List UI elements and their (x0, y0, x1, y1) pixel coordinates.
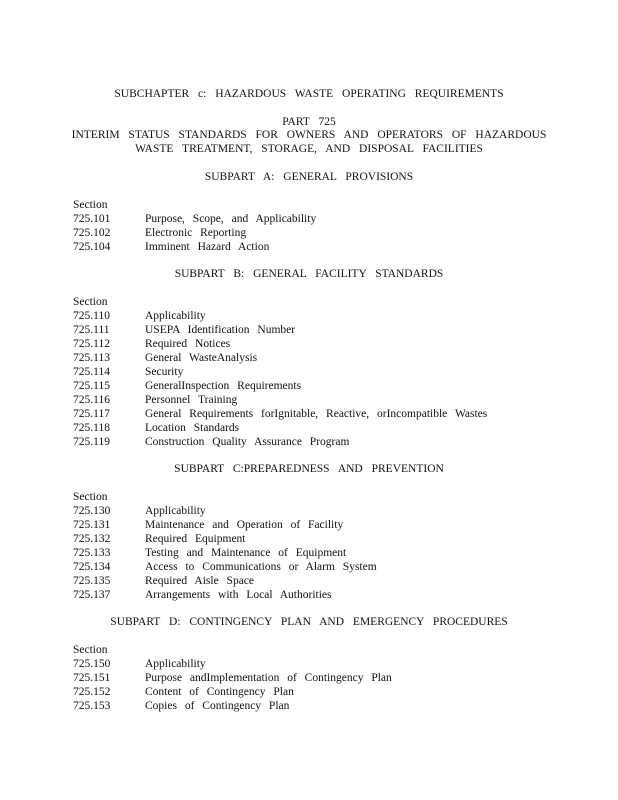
section-number: 725.137 (73, 589, 111, 601)
section-number: 725.104 (73, 241, 111, 253)
section-number: 725.112 (73, 338, 110, 350)
section-row (73, 407, 593, 421)
section-row (73, 504, 593, 518)
section-title: Security (145, 366, 184, 378)
section-number: 725.113 (73, 352, 110, 364)
section-row (73, 671, 593, 685)
section-title: Construction Quality Assurance Program (145, 436, 350, 448)
section-title: Purpose andImplementation of Contingency Plan (145, 672, 392, 684)
section-number: 725.119 (73, 436, 110, 448)
section-number: 725.132 (73, 533, 111, 545)
section-title: Copies of Contingency Plan (145, 700, 290, 712)
section-row (73, 657, 593, 671)
section-number: 725.150 (73, 658, 111, 670)
part-number: PART 725 (282, 116, 336, 128)
subpart-heading: SUBPART B: GENERAL FACILITY STANDARDS (174, 268, 444, 280)
section-row (73, 546, 593, 560)
section-row (73, 212, 593, 226)
section-title: Electronic Reporting (145, 227, 247, 239)
section-row (73, 379, 593, 393)
section-title: Location Standards (145, 422, 240, 434)
section-title: Arrangements with Local Authorities (145, 589, 332, 601)
section-row (73, 309, 593, 323)
section-title: Personnel Training (145, 394, 238, 406)
section-title: General Requirements forIgnitable, Reactive, orIncompatible Wastes (145, 408, 488, 420)
section-number: 725.102 (73, 227, 111, 239)
section-title: Imminent Hazard Action (145, 241, 270, 253)
section-row (73, 560, 593, 574)
section-title: Testing and Maintenance of Equipment (145, 547, 347, 559)
section-title: Applicability (145, 310, 206, 322)
section-number: 725.110 (73, 310, 110, 322)
section-number: 725.117 (73, 408, 110, 420)
subpart-heading: SUBPART C:PREPAREDNESS AND PREVENTION (174, 463, 444, 475)
section-number: 725.116 (73, 394, 110, 406)
subchapter-heading: SUBCHAPTER c: HAZARDOUS WASTE OPERATING REQUIREMENTS (114, 88, 504, 100)
section-row (73, 518, 593, 532)
subpart-heading: SUBPART D: CONTINGENCY PLAN AND EMERGENCY PROCEDURES (110, 616, 508, 628)
section-column-label: Section (73, 296, 108, 308)
section-title: General WasteAnalysis (145, 352, 258, 364)
section-title: Applicability (145, 658, 206, 670)
section-title: Applicability (145, 505, 206, 517)
section-row (73, 435, 593, 449)
section-row (73, 532, 593, 546)
section-column-label: Section (73, 644, 108, 656)
section-title: Content of Contingency Plan (145, 686, 294, 698)
section-title: USEPA Identification Number (145, 324, 296, 336)
section-number: 725.153 (73, 700, 111, 712)
section-title: Access to Communications or Alarm System (145, 561, 377, 573)
section-row (73, 365, 593, 379)
section-column-label: Section (73, 491, 108, 503)
section-row (73, 699, 593, 713)
section-column-label: Section (73, 199, 108, 211)
section-number: 725.101 (73, 213, 111, 225)
section-number: 725.135 (73, 575, 111, 587)
section-number: 725.114 (73, 366, 110, 378)
section-title: Required Notices (145, 338, 231, 350)
subpart-heading: SUBPART A: GENERAL PROVISIONS (204, 171, 414, 183)
section-row (73, 421, 593, 435)
section-title: Required Aisle Space (145, 575, 255, 587)
section-row (73, 685, 593, 699)
section-title: Required Equipment (145, 533, 246, 545)
section-number: 725.131 (73, 519, 111, 531)
section-number: 725.111 (73, 324, 110, 336)
section-row (73, 588, 593, 602)
section-row (73, 351, 593, 365)
section-row (73, 574, 593, 588)
section-number: 725.130 (73, 505, 111, 517)
section-row (73, 226, 593, 240)
section-number: 725.133 (73, 547, 111, 559)
part-title-line2: WASTE TREATMENT, STORAGE, AND DISPOSAL FACILITIES (135, 143, 483, 155)
section-number: 725.118 (73, 422, 110, 434)
section-title: Purpose, Scope, and Applicability (145, 213, 317, 225)
section-number: 725.151 (73, 672, 111, 684)
section-row (73, 393, 593, 407)
section-number: 725.134 (73, 561, 111, 573)
section-row (73, 323, 593, 337)
section-title: GeneralInspection Requirements (145, 380, 302, 392)
section-row (73, 240, 593, 254)
section-number: 725.152 (73, 686, 111, 698)
part-title-line1: INTERIM STATUS STANDARDS FOR OWNERS AND OPERATORS OF HAZARDOUS (71, 129, 547, 141)
section-number: 725.115 (73, 380, 110, 392)
section-row (73, 337, 593, 351)
section-title: Maintenance and Operation of Facility (145, 519, 344, 531)
